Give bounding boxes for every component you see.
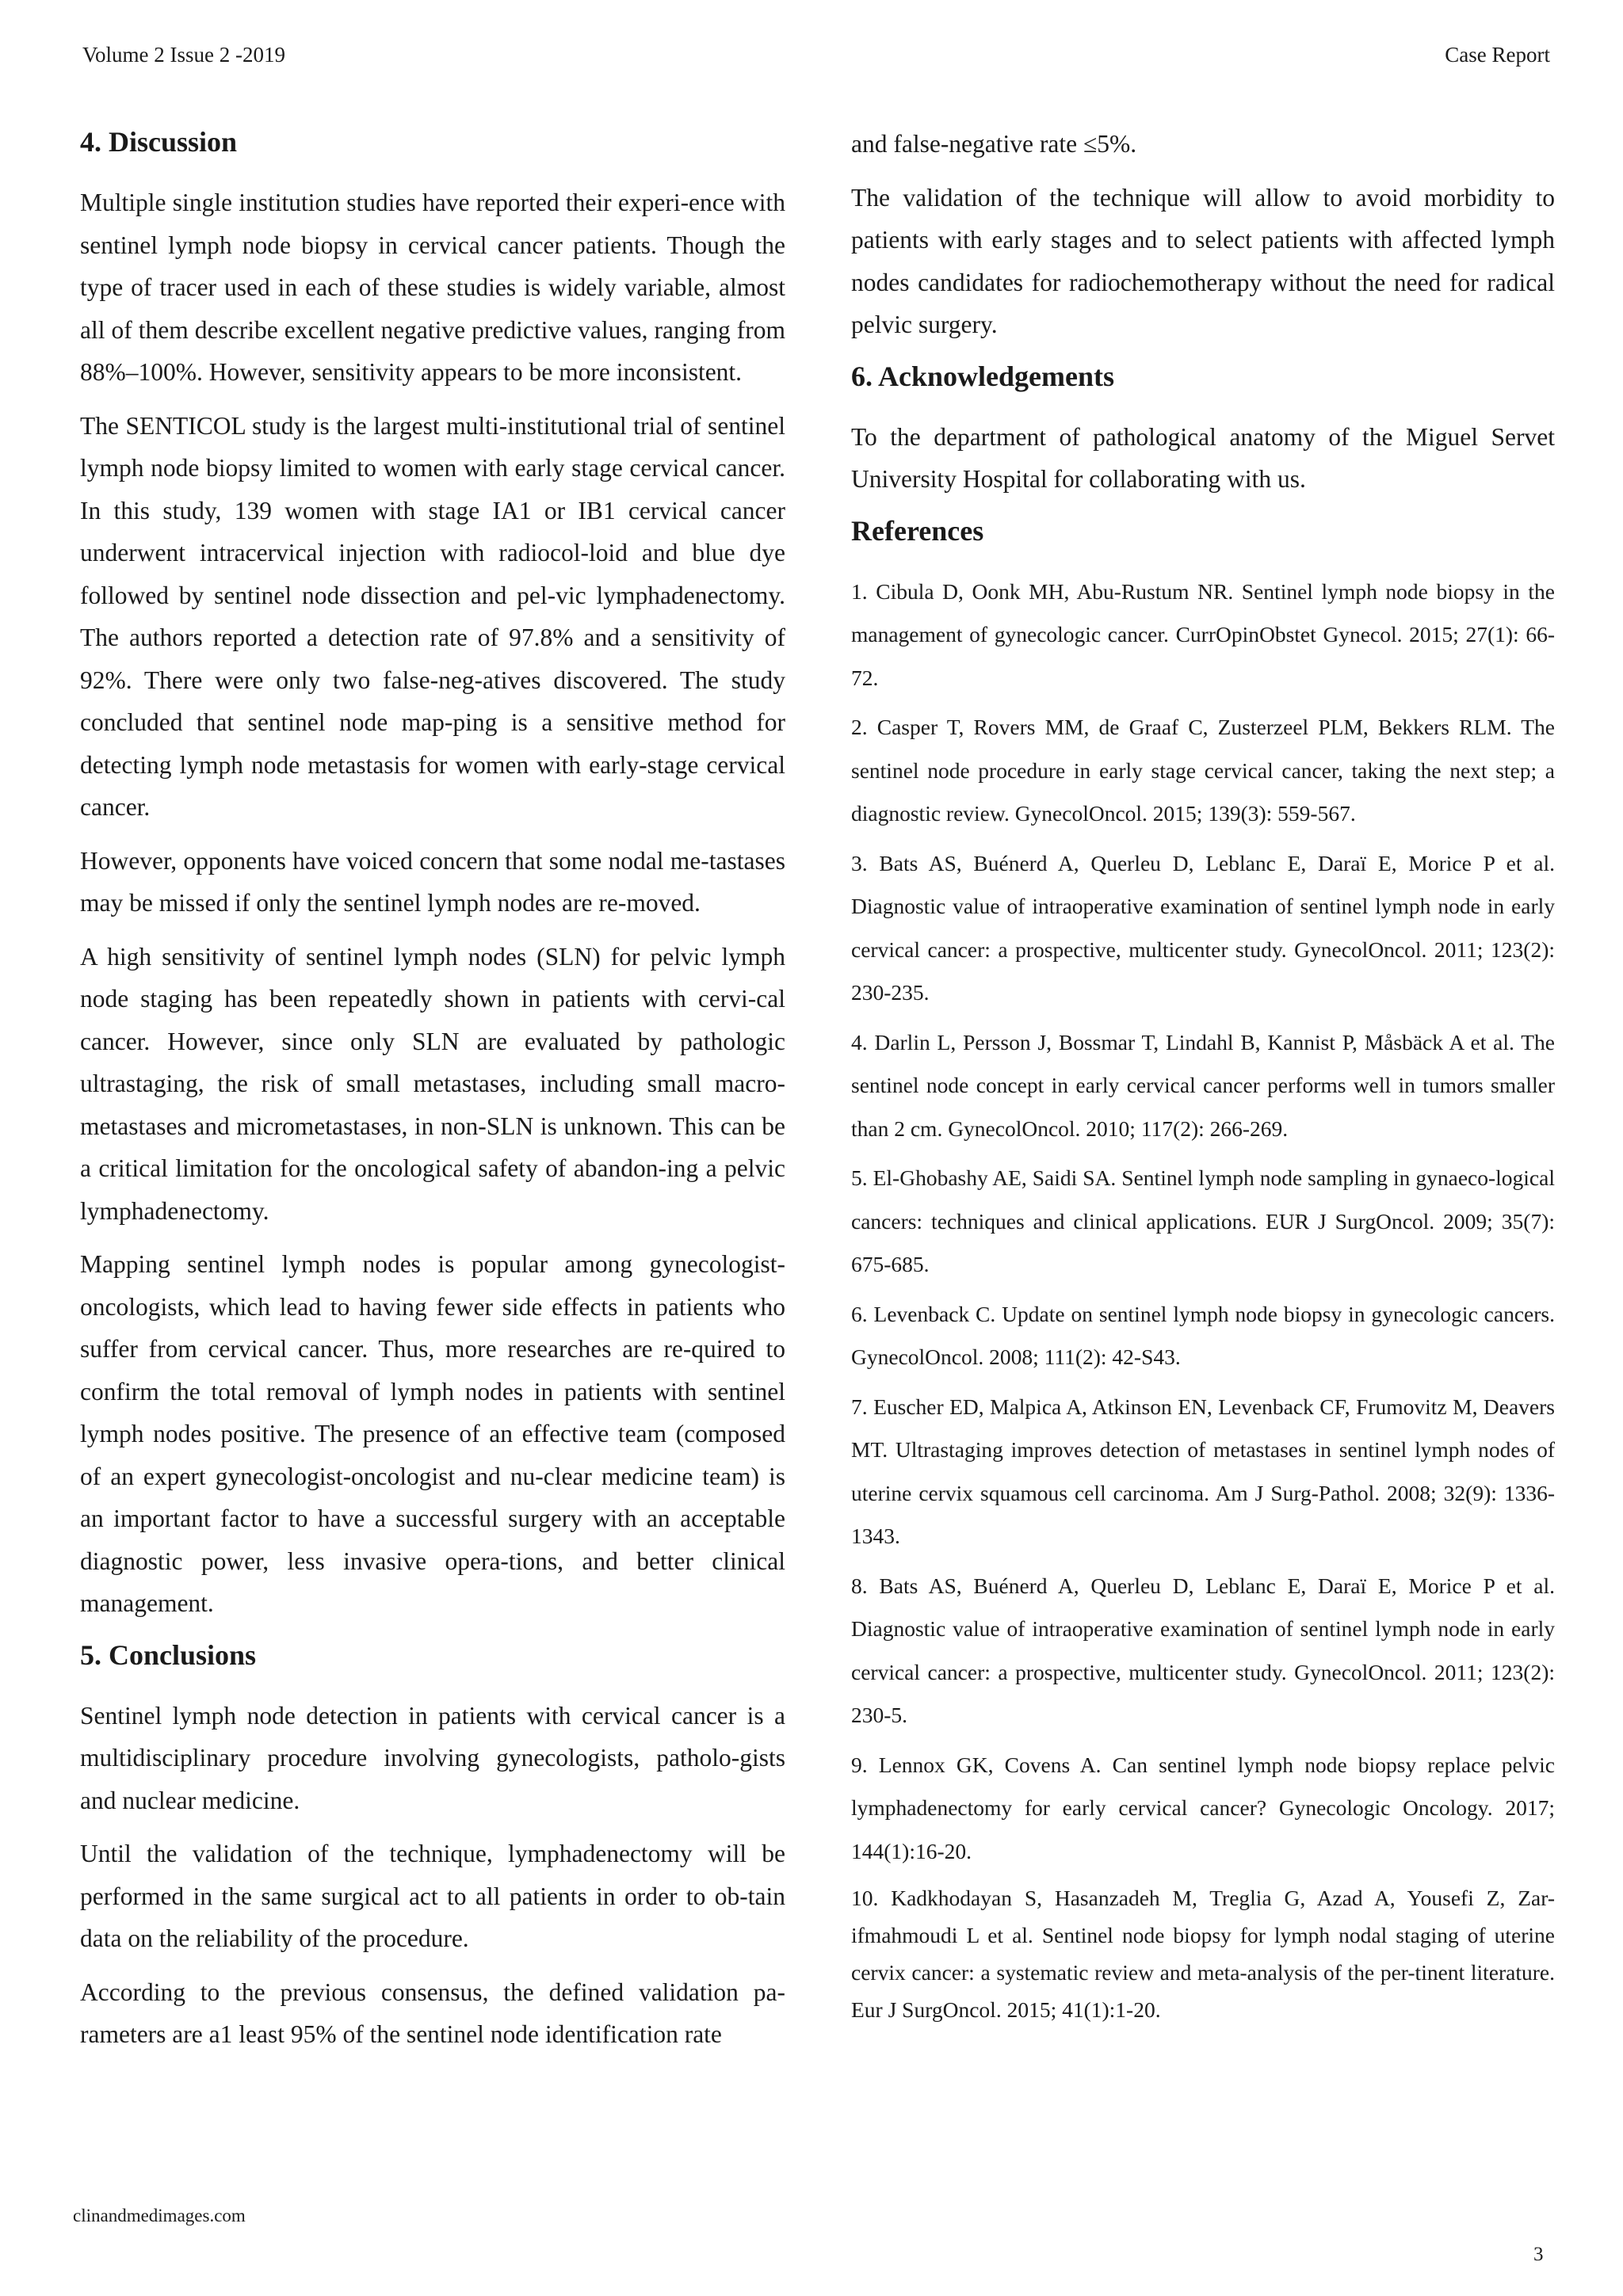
reference-item: 2. Casper T, Rovers MM, de Graaf C, Zusterzeel PLM, Bekkers RLM. The sentinel node procedure in early stage cervical cancer, taking the next step; a diagnostic review. GynecolOncol. 2015; 139(3): 559-567. (851, 715, 1555, 826)
reference-item: 6. Levenback C. Update on sentinel lymph node biopsy in gynecologic cancers. GynecolOncol. 2008; 111(2): 42-S43. (851, 1301, 1555, 1369)
left-column (80, 123, 785, 2067)
acknowledgements-section (851, 357, 1555, 501)
discussion-paragraph: However, opponents have voiced concern that some nodal me-tastases may be missed if only the sentinel lymph nodes are re-moved. (80, 846, 785, 917)
reference-item: 8. Bats AS, Buénerd A, Querleu D, Leblanc E, Daraï E, Morice P et al. Diagnostic value of intraoperative examination of sentinel lymph node in early cervical cancer: a prospective, multicenter study. GynecolOncol. 2011; 123(2): 230-5. (851, 1573, 1555, 1727)
reference-item: 5. El-Ghobashy AE, Saidi SA. Sentinel lymph node sampling in gynaeco-logical cancers: techniques and clinical applications. EUR J SurgOncol. 2009; 35(7): 675-685. (851, 1165, 1555, 1276)
conclusions-paragraph: Until the validation of the technique, lymphadenectomy will be performed in the same surgical act to all patients in order to ob-tain data on the reliability of the procedure. (80, 1840, 785, 1952)
reference-item: 9. Lennox GK, Covens A. Can sentinel lymph node biopsy replace pelvic lymphadenectomy for early cervical cancer? Gynecologic Oncology. 2017; 144(1):16-20. (851, 1752, 1555, 1863)
reference-item: 4. Darlin L, Persson J, Bossmar T, Lindahl B, Kannist P, Måsbäck A et al. The sentinel node concept in early cervical cancer performs well in tumors smaller than 2 cm. GynecolOncol. 2010; 117(2): 266-269. (851, 1029, 1555, 1141)
reference-item: 3. Bats AS, Buénerd A, Querleu D, Leblanc E, Daraï E, Morice P et al. Diagnostic value of intraoperative examination of sentinel lymph node in early cervical cancer: a prospective, multicenter study. GynecolOncol. 2011; 123(2): 230-235. (851, 850, 1555, 1005)
journal-website: clinandmedimages.com (73, 2206, 246, 2225)
validation-paragraph: The validation of the technique will allow to avoid morbidity to patients with early stages and to select patients with affected lymph nodes candidates for radiochemotherapy without the need for radical pelvic surgery. (851, 183, 1555, 338)
page-number: 3 (1533, 2244, 1544, 2265)
discussion-paragraph: Mapping sentinel lymph nodes is popular among gynecologist-oncologists, which lead to having fewer side effects in patients who suffer from cervical cancer. Thus, more researches are re-quired to confirm the total removal of lymph nodes in patients with sentinel lymph nodes positive. The presence of an effective team (composed of an expert gynecologist-oncologist and nu-clear medicine team) is an important factor to have a successful surgery with an acceptable diagnostic power, less invasive opera-tions, and better clinical management. (80, 1250, 785, 1617)
article-type: Case Report (1445, 43, 1550, 67)
discussion-paragraph: The SENTICOL study is the largest multi-institutional trial of sentinel lymph node biopsy limited to women with early stage cervical cancer. In this study, 139 women with stage IA1 or IB1 cervical cancer underwent intracervical injection with radiocol-loid and blue dye followed by sentinel node dissection and pel-vic lymphadenectomy. The authors reported a detection rate of 97.8% and a sensitivity of 92%. There were only two false-neg-atives discovered. The study concluded that sentinel node map-ping is a sensitive method for detecting lymph node metastasis for women with early-stage cervical cancer. (80, 411, 785, 821)
references-heading: References (851, 514, 984, 547)
discussion-paragraph: A high sensitivity of sentinel lymph nodes (SLN) for pelvic lymph node staging has been repeatedly shown in patients with cervi-cal cancer. However, since only SLN are evaluated by pathologic ultrastaging, the risk of small metastases, including small macro-metastases and micrometastases, in non-SLN is unknown. This can be a critical limitation for the oncological safety of abandon-ing a pelvic lymphadenectomy. (80, 942, 785, 1225)
conclusions-paragraph: According to the previous consensus, the defined validation pa-rameters are a1 least 95% of the sentinel node identification rate (80, 1978, 785, 2048)
conclusions-paragraph: Sentinel lymph node detection in patients with cervical cancer is a multidisciplinary procedure involving gynecologists, patholo-gists and nuclear medicine. (80, 1701, 785, 1814)
journal-volume: Volume 2 Issue 2 -2019 (82, 43, 285, 67)
reference-item: 1. Cibula D, Oonk MH, Abu-Rustum NR. Sentinel lymph node biopsy in the management of gynecologic cancer. CurrOpinObstet Gynecol. 2015; 27(1): 66-72. (851, 578, 1555, 690)
references-section (851, 512, 1555, 2029)
reference-list (851, 570, 1555, 2029)
acknowledgements-text: To the department of pathological anatomy of the Miguel Servet University Hospital for collaborating with us. (851, 422, 1555, 493)
discussion-heading: 4. Discussion (80, 126, 238, 158)
conclusions-section (80, 1636, 785, 2056)
continued-paragraph: and false-negative rate ≤5%. (851, 130, 1137, 158)
reference-item: 10. Kadkhodayan S, Hasanzadeh M, Treglia G, Azad A, Yousefi Z, Zar-ifmahmoudi L et al. Sentinel node biopsy for lymph nodal staging of uterine cervix cancer: a systematic review and meta-analysis of the per-tinent literature. Eur J SurgOncol. 2015; 41(1):1-20. (851, 1886, 1555, 2022)
discussion-section (80, 123, 785, 1625)
right-column (851, 123, 1555, 2035)
conclusions-heading: 5. Conclusions (80, 1638, 257, 1671)
discussion-paragraph: Multiple single institution studies have reported their experi-ence with sentinel lymph node biopsy in cervical cancer patients. Though the type of tracer used in each of these studies is widely variable, almost all of them describe excellent negative predictive values, ranging from 88%–100%. However, sensitivity appears to be more inconsistent. (80, 189, 785, 386)
acknowledgements-heading: 6. Acknowledgements (851, 360, 1114, 392)
reference-item: 7. Euscher ED, Malpica A, Atkinson EN, Levenback CF, Frumovitz M, Deavers MT. Ultrastaging improves detection of metastases in sentinel lymph nodes of uterine cervix squamous cell carcinoma. Am J Surg-Pathol. 2008; 32(9): 1336-1343. (851, 1394, 1555, 1548)
